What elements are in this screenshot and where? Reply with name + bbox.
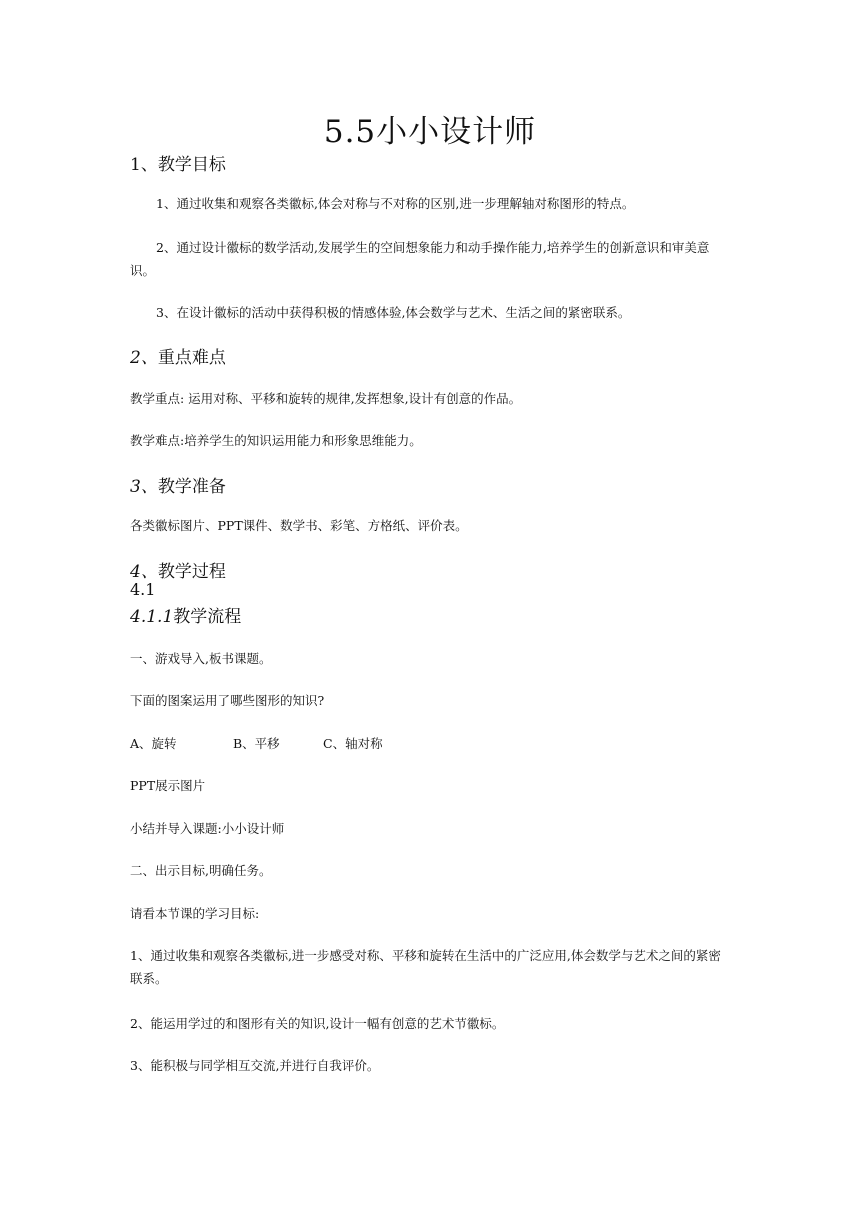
difficulty-text: 教学难点:培养学生的知识运用能力和形象思维能力。 [130, 433, 422, 448]
objective-item-1: 1、通过收集和观察各类徽标,进一步感受对称、平移和旋转在生活中的广泛应用,体会数学与艺术之间的紧密联系。 [130, 948, 721, 986]
options-row [130, 734, 383, 752]
section-heading-text: 教学过程 [157, 562, 226, 582]
section-number: 2、 [130, 348, 158, 368]
section-number: 4、 [130, 562, 158, 582]
section-heading-goals: 1、教学目标 [130, 155, 226, 175]
option-c: C、轴对称 [323, 736, 383, 751]
option-b: B、平移 [233, 736, 280, 751]
section-heading-text: 教学流程 [173, 607, 242, 627]
preparation-text: 各类徽标图片、PPT课件、数学书、彩笔、方格纸、评价表。 [130, 518, 468, 533]
subsection-heading-4-1-1 [130, 602, 241, 627]
subsection-heading-4-1: 4.1 [130, 580, 156, 599]
goal-item-3: 3、在设计徽标的活动中获得积极的情感体验,体会数学与艺术、生活之间的紧密联系。 [156, 305, 631, 320]
ppt-text: PPT展示图片 [130, 778, 206, 793]
step-2-text: 二、出示目标,明确任务。 [130, 863, 272, 878]
section-number: 3、 [130, 477, 158, 497]
section-heading-process [130, 557, 226, 582]
page-title: 5.5小小设计师 [323, 114, 537, 150]
objectives-intro: 请看本节课的学习目标: [130, 906, 260, 921]
section-heading-preparation [130, 472, 226, 497]
goal-item-1: 1、通过收集和观察各类徽标,体会对称与不对称的区别,进一步理解轴对称图形的特点。 [156, 196, 635, 211]
summary-text: 小结并导入课题:小小设计师 [130, 821, 285, 836]
section-heading-key-points [130, 343, 226, 368]
goal-item-2: 2、通过设计徽标的数学活动,发展学生的空间想象能力和动手操作能力,培养学生的创新意识和审美意识。 [130, 240, 710, 278]
objective-item-2: 2、能运用学过的和图形有关的知识,设计一幅有创意的艺术节徽标。 [130, 1016, 505, 1031]
key-point-text: 教学重点: 运用对称、平移和旋转的规律,发挥想象,设计有创意的作品。 [130, 391, 522, 406]
question-text: 下面的图案运用了哪些图形的知识? [130, 693, 325, 708]
step-1-text: 一、游戏导入,板书课题。 [130, 651, 272, 666]
section-heading-text: 重点难点 [157, 348, 226, 368]
section-heading-text: 教学准备 [157, 477, 226, 497]
objective-item-3: 3、能积极与同学相互交流,并进行自我评价。 [130, 1058, 380, 1073]
section-number: 4.1.1 [130, 607, 174, 627]
option-a: A、旋转 [130, 736, 177, 751]
